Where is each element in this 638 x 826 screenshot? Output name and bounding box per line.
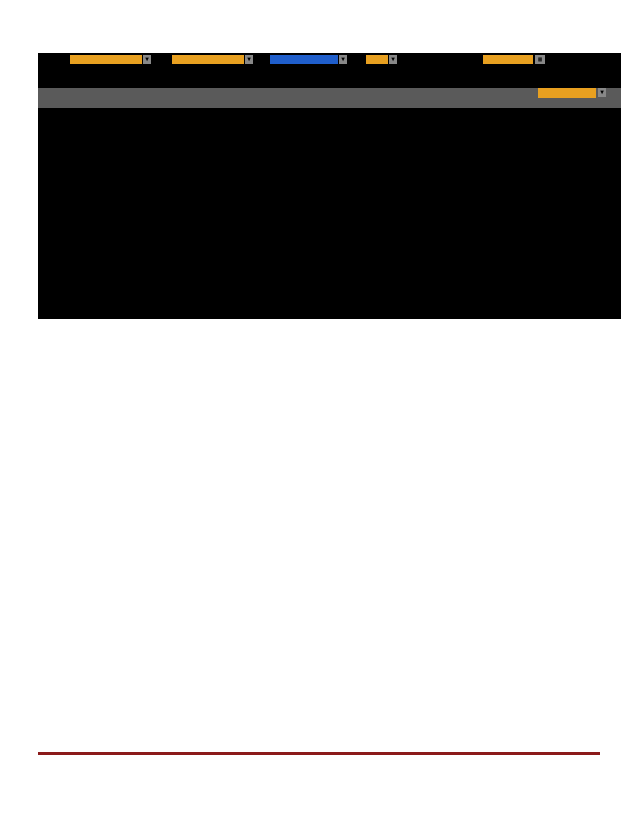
period-dropdown-icon[interactable]: ▼ [598,88,606,97]
benchmark-dropdown-icon[interactable]: ▼ [245,55,253,64]
table-header [38,88,621,108]
port-field[interactable] [70,55,142,64]
terminal-screenshot [38,53,621,319]
as-of-date-field[interactable] [483,55,533,64]
period-selector[interactable] [538,88,596,98]
benchmark-field[interactable] [172,55,244,64]
currency-dropdown-icon[interactable]: ▼ [389,55,397,64]
currency-field[interactable] [366,55,388,64]
calendar-icon[interactable]: ▦ [535,55,545,64]
footer-rule [38,752,600,755]
port-dropdown-icon[interactable]: ▼ [143,55,151,64]
classification-dropdown-icon[interactable]: ▼ [339,55,347,64]
toolbar [38,54,621,64]
classification-field[interactable] [270,55,338,64]
